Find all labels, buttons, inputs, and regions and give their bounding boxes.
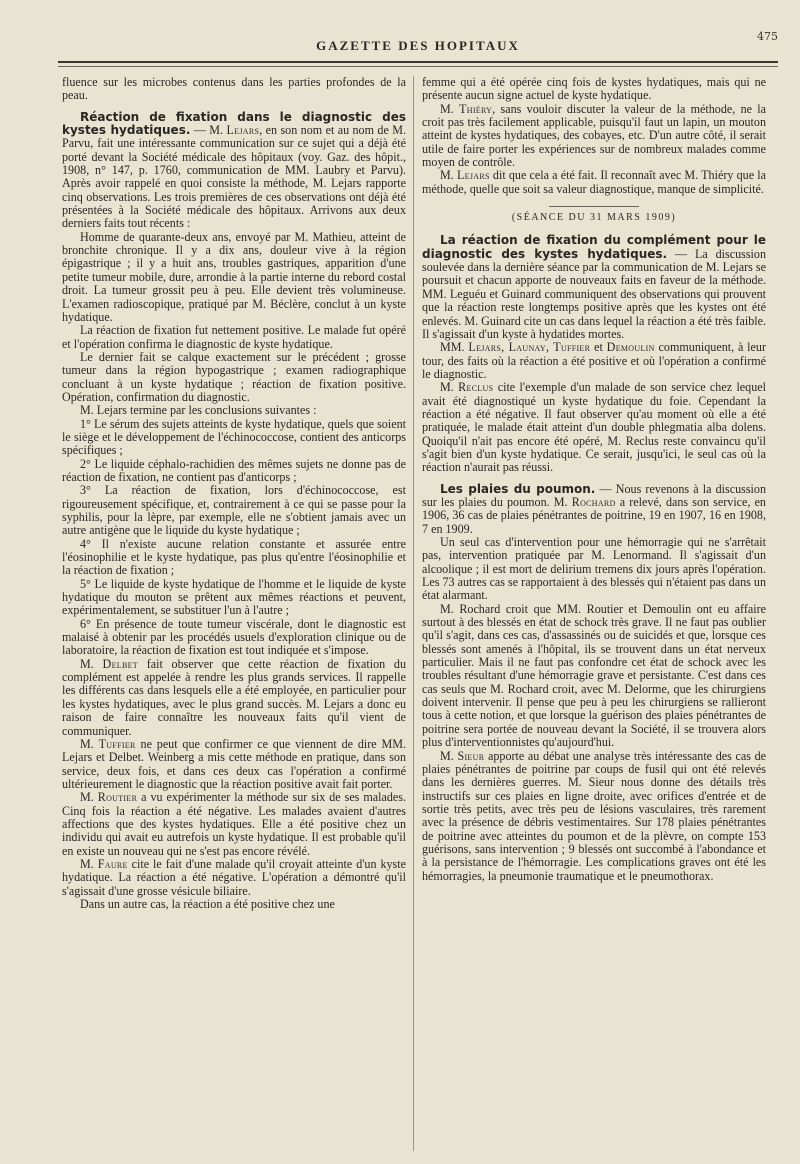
text-run: M. bbox=[80, 790, 98, 805]
conclusion-item: 3° La réaction de fixation, lors d'échinococcose, est rigoureusement spécifique, et, contrairement à ce qui se passe pour la syphilis, pour la lèpre, par exemple, elle ne s'obtient jamais avec un autre antigène que le liquide du kyste hydatique ; bbox=[62, 483, 406, 538]
text-run: a vu expérimenter la méthode sur six de ses malades. Cinq fois la réaction a été négative. Les malades avaient d'autres affections que des kystes hydatiques. Elle a été positive chez un individu qui avait eu autrefois un kyste hydatique. Il est probable qu'il en existe un nouveau qui ne s'est pas encore révélé. bbox=[62, 790, 406, 858]
text-run: , sans vouloir discuter la valeur de la méthode, ne la croit pas très facilement applicable, puisqu'il faut un lapin, un mouton atteint de kystes hydatiques, des cobayes, etc. D'un autre côté, il serait utile de faire porter les expériences sur de nombreux malades comme moyen de contrôle. bbox=[422, 101, 766, 170]
author-name: Lejars bbox=[226, 123, 260, 138]
text-run: cite l'exemple d'un malade de son service chez lequel avait été diagnostiqué un kyste hydatique du foie. Cependant la réaction a été négative. Il faut observer qu'au moment où elle a été pratiquée, le malade était atteint d'un double phlegmatia alba dolens. Quoiqu'il n'ait pas encore été opéré, M. Reclus reste convaincu qu'il s'agit bien d'un kyste hydatique. Ce serait, jusqu'ici, le seul cas où la réaction n'aurait pas réussi. bbox=[422, 380, 766, 475]
section-fixation-complement bbox=[422, 234, 766, 341]
section-title: Les plaies du poumon. bbox=[440, 481, 596, 496]
author-name: Lejars, Launay, Tuffier bbox=[468, 340, 591, 355]
paragraph: La réaction de fixation fut nettement positive. Le malade fut opéré et l'opération confirma le diagnostic de kyste hydatique. bbox=[62, 323, 406, 351]
text-run: M. bbox=[440, 748, 458, 763]
text-run: M. bbox=[80, 656, 103, 671]
text-run: MM. bbox=[440, 340, 469, 355]
author-name: Thiéry bbox=[459, 101, 493, 116]
paragraph: Dans un autre cas, la réaction a été positive chez une bbox=[80, 896, 335, 911]
paragraph: Un seul cas d'intervention pour une hémorragie qui ne s'arrêtait pas, intervention pratiquée par M. Lenormand. Il s'agissait d'un alcoolique ; il est mort de delirium tremens dix jours après l'opération. Les 73 autres cas se rapportaient à des blessés qui n'étaient pas dans un état alarmant. bbox=[422, 535, 766, 603]
right-column bbox=[422, 76, 766, 1151]
paragraph: Homme de quarante-deux ans, envoyé par M. Mathieu, atteint de bronchite chronique. Il y a dix ans, douleur vive à la région épigastrique ; il y a huit ans, troubles gastriques, apparition d'une petite tumeur mobile, dure, arrondie à la partie interne du rebord costal droit. La tumeur grossit peu à peu. Elle devient très volumineuse. L'examen radioscopique, pratiqué par M. Béclère, conclut à un kyste hydatique. bbox=[62, 229, 406, 324]
paragraph bbox=[62, 658, 406, 738]
section-rule bbox=[549, 206, 639, 207]
paragraph bbox=[422, 750, 766, 883]
paragraph: Le dernier fait se calque exactement sur le précédent ; grosse tumeur dans la région hypogastrique ; examen radiographique concluant à un kyste hydatique ; réaction de fixation positive. Opération, confirmation du diagnostic. bbox=[62, 349, 406, 404]
text-run: M. bbox=[440, 380, 459, 395]
text-run: M. bbox=[80, 856, 98, 871]
text-run: — M. bbox=[190, 123, 227, 138]
conclusion-item: 2° Le liquide céphalo-rachidien des mêmes sujets ne donne pas de réaction de fixation, ne contient pas d'anticorps ; bbox=[62, 456, 406, 484]
conclusion-item: 1° Le sérum des sujets atteints de kyste hydatique, quels que soient le siège et le développement de l'échinococcose, contient des anticorps spécifiques ; bbox=[62, 416, 406, 458]
author-name: Lejars bbox=[456, 168, 490, 183]
author-name: Routier bbox=[97, 790, 138, 805]
column-divider bbox=[413, 76, 414, 1151]
session-date: (SÉANCE DU 31 MARS 1909) bbox=[511, 212, 677, 224]
paragraph: M. Lejars termine par les conclusions suivantes : bbox=[80, 403, 317, 418]
text-run: apporte au débat une analyse très intéressante des cas de plaies pénétrantes de poitrine par coups de fusil qui ont été relevés dans les dernières guerres. M. Sieur nous donne des détails très instructifs sur ces plaies en ligne droite, avec orifices d'entrée et de sortie très petits, avec très peu de lésions vasculaires, très rarement avec la présence de débris vestimentaires. Sur 178 plaies pénétrantes de poitrine avec atteintes du poumon et de la plèvre, on compte 153 guérisons, sans intervention ; 9 blessés ont succombé à l'abondance et à la persistance de l'hémorragie. Les complications graves ont été les hémorragies, la pneumonie traumatique et le pneumothorax. bbox=[422, 748, 766, 883]
author-name: Reclus bbox=[458, 380, 494, 395]
text-run: — Nous revenons à la discussion sur les plaies du poumon. M. bbox=[422, 481, 766, 509]
text-run: dit que cela a été fait. Il reconnaît avec M. Thiéry que la méthode, quelle que soit sa valeur diagnostique, manque de simplicité. bbox=[422, 168, 766, 196]
author-name: Delbet bbox=[102, 656, 138, 671]
paragraph: femme qui a été opérée cinq fois de kystes hydatiques, mais qui ne présente aucun signe actuel de kyste hydatique. bbox=[422, 76, 766, 103]
page-number: 475 bbox=[757, 30, 778, 43]
paragraph bbox=[62, 791, 406, 858]
conclusion-item: 5° Le liquide de kyste hydatique de l'homme et le liquide de kyste hydatique du mouton se prêtent aux mêmes réactions et peuvent, expérimentalement, se substituer l'un à l'autre ; bbox=[62, 576, 406, 618]
paragraph bbox=[422, 103, 766, 170]
author-name: Faure bbox=[97, 856, 128, 871]
text-run: et bbox=[590, 340, 607, 355]
journal-title: GAZETTE DES HOPITAUX bbox=[316, 38, 520, 53]
conclusion-item: 6° En présence de toute tumeur viscérale, dont le diagnostic est malaisé à obtenir par les procédés usuels d'exploration clinique ou de laboratoire, la réaction de fixation est tout indiquée et s'impose. bbox=[62, 616, 406, 658]
paragraph: M. Rochard croit que MM. Routier et Demoulin ont eu affaire surtout à des blessés en état de schock très grave. Il ne faut pas oublier qu'il s'agit, dans ces cas, d'assassinés ou de suicidés et que, lorsque ces blessés sont amenés à l'hôpital, ils se trouvent dans un état nerveux particulier. Mais il ne faut pas confondre cet état de schock avec les troubles résultant d'une hémorragie grave et persistante. C'est dans ces cas seuls que M. Rochard croit, avec M. Delorme, que les chirurgiens doivent intervenir. Il pense que peu à peu les chirurgiens se rallieront tous à cette notion, et que lorsque la guérison des plaies pénétrantes de poitrine sera portée de nouveau devant la Société, il se trouvera alors plus d'interventionnistes qu'aujourd'hui. bbox=[422, 601, 766, 750]
text-run: M. bbox=[440, 101, 460, 116]
paragraph bbox=[422, 381, 766, 474]
section-title: Réaction de fixation dans le diagnostic des kystes hydatiques. bbox=[62, 109, 406, 138]
paragraph bbox=[62, 858, 406, 898]
author-name: Tuffier bbox=[98, 736, 136, 751]
paragraph bbox=[62, 738, 406, 791]
text-run: cite le fait d'une malade qu'il croyait atteinte d'un kyste hydatique. La réaction a été négative. L'opération a démontré qu'il s'agissait d'une grosse vésicule biliaire. bbox=[62, 856, 406, 898]
author-name: Sieur bbox=[457, 748, 485, 763]
author-name: Rochard bbox=[571, 494, 616, 509]
left-column bbox=[62, 76, 406, 1151]
paragraph bbox=[422, 341, 766, 381]
text-run: M. bbox=[80, 736, 99, 751]
header-rule-thin bbox=[58, 66, 778, 67]
text-run: , en son nom et au nom de M. Parvu, fait une intéressante communication sur ce sujet qui a déjà été porté devant la Société médicale des hôpitaux (voy. Gaz. des hôpit., 1908, n° 147, p. 1760, communication de MM. Laubry et Parvu). Après avoir rappelé en quoi consiste la méthode, M. Lejars rapporte cinq observations. Les trois premières de ces observations ont déjà été présentées à la Société médicale des hôpitaux. Arrivons aux deux derniers faits tout récents : bbox=[62, 123, 406, 231]
header-rule bbox=[58, 61, 778, 63]
page-header bbox=[58, 30, 778, 70]
conclusion-item: 4° Il n'existe aucune relation constante et assurée entre l'éosinophilie et le kyste hydatique, pas plus qu'entre l'éosinophilie et la réaction de fixation ; bbox=[62, 536, 406, 578]
section-title: La réaction de fixation du complément pour le diagnostic des kystes hydatiques. bbox=[422, 233, 766, 261]
section-fixation-kystes bbox=[62, 111, 406, 231]
text-run: — La discussion soulevée dans la dernière séance par la communication de M. Lejars se poursuit et chacun apporte de nouveaux faits en faveur de la méthode. MM. Leguéu et Guinard communiquent des observations qui prouvent que la réaction reste longtemps positive après que les kystes ont été enlevés. M. Guinard cite un cas dans lequel la réaction a été très faible. Il s'agissait d'un kyste à hydatides mortes. bbox=[422, 246, 766, 341]
text-run: ne peut que confirmer ce que viennent de dire MM. Lejars et Delbet. Weinberg a mis cette méthode en pratique, dans son service, deux fois, et dans ces deux cas l'opération a confirmé ultérieurement le diagnostic que la réaction positive avait fait porter. bbox=[62, 736, 406, 791]
paragraph bbox=[422, 169, 766, 196]
text-columns bbox=[62, 76, 778, 1156]
text-run: a relevé, dans son service, en 1906, 36 cas de plaies pénétrantes de poitrine, 19 en 1907, 16 en 1908, 7 en 1909. bbox=[422, 494, 766, 536]
author-name: Demoulin bbox=[606, 340, 655, 355]
text-run: fait observer que cette réaction de fixation du complément est appelée à rendre les plus grands services. Il rappelle les différents cas dans lesquels elle a été employée, en particulier pour les kystes hydatiques, avec le plus grand succès. M. Lejars a donc eu raison de faire connaître les nouveaux faits qu'il vient de communiquer. bbox=[62, 656, 406, 738]
section-plaies-poumon bbox=[422, 483, 766, 536]
text-run: communiquent, à leur tour, des faits où la réaction a été positive et où l'opération a confirmé le diagnostic. bbox=[422, 340, 766, 381]
paragraph: fluence sur les microbes contenus dans les parties profondes de la peau. bbox=[62, 76, 406, 103]
text-run: M. bbox=[440, 168, 457, 183]
